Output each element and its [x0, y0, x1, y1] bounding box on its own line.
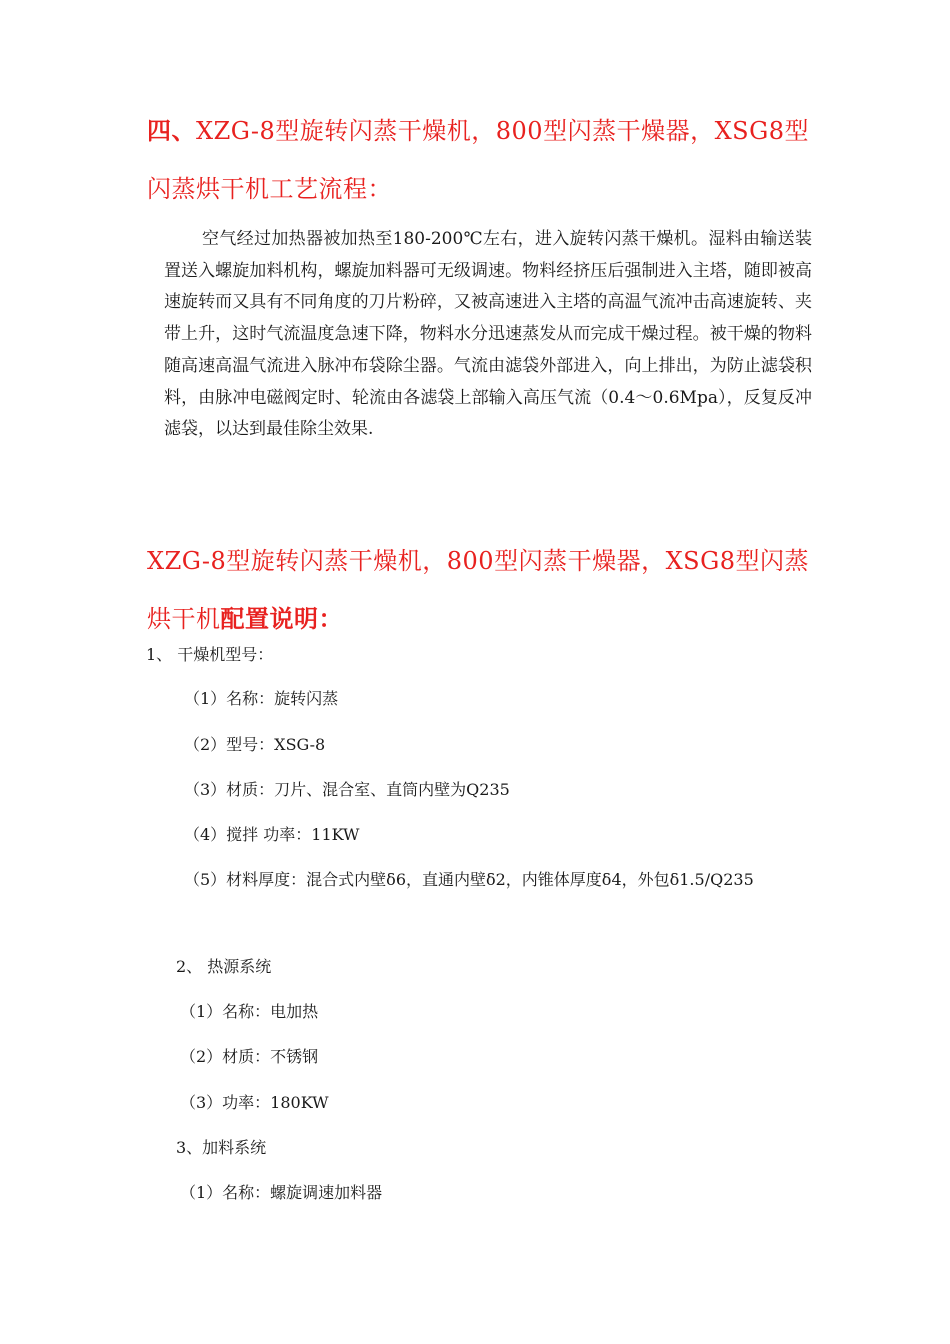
list-item: （1）名称：电加热: [180, 1002, 319, 1021]
list-item: （3）材质：刀片、混合室、直筒内壁为Q235: [184, 780, 510, 799]
process-description: 空气经过加热器被加热至180-200℃左右，进入旋转闪蒸干燥机。湿料由输送装置送入螺旋加料机构，螺旋加料器可无级调速。物料经挤压后强制进入主塔，随即被高速旋转而又具有不同角度的刀片粉碎，又被高速进入主塔的高温气流冲击高速旋转、夹带上升，这时气流温度急速下降，物料水分迅速蒸发从而完成干燥过程。被干燥的物料随高速高温气流进入脉冲布袋除尘器。气流由滤袋外部进入，向上排出，为防止滤袋积料，由脉冲电磁阀定时、轮流由各滤袋上部输入高压气流（0.4～0.6Mpa），反复反冲滤袋，以达到最佳除尘效果.: [164, 229, 812, 440]
heat-source-heading: 2、 热源系统: [176, 957, 272, 976]
config-title: XZG-8型旋转闪蒸干燥机，800型闪蒸干燥器，XSG8型闪蒸烘干机: [147, 547, 810, 633]
section-title: XZG-8型旋转闪蒸干燥机，800型闪蒸干燥器，XSG8型闪蒸烘干机工艺流程：: [147, 117, 810, 203]
section-number: 四、: [147, 117, 196, 145]
feeding-system-heading: 3、加料系统: [176, 1138, 267, 1157]
list-item: （4）搅拌 功率：11KW: [184, 825, 360, 844]
section-heading: [147, 102, 812, 218]
config-title-bold: 配置说明：: [220, 605, 343, 633]
dryer-model-heading: 1、 干燥机型号：: [146, 645, 274, 664]
list-item: （2）型号：XSG-8: [184, 735, 326, 754]
list-item: （3）功率：180KW: [180, 1093, 329, 1112]
list-item: （1）名称：旋转闪蒸: [184, 689, 339, 708]
config-heading: [147, 532, 812, 648]
list-item: （2）材质：不锈钢: [180, 1047, 319, 1066]
list-item: （5）材料厚度：混合式内壁δ6，直通内壁δ2，内锥体厚度δ4，外包δ1.5/Q235: [184, 870, 754, 889]
list-item: （1）名称：螺旋调速加料器: [180, 1183, 383, 1202]
